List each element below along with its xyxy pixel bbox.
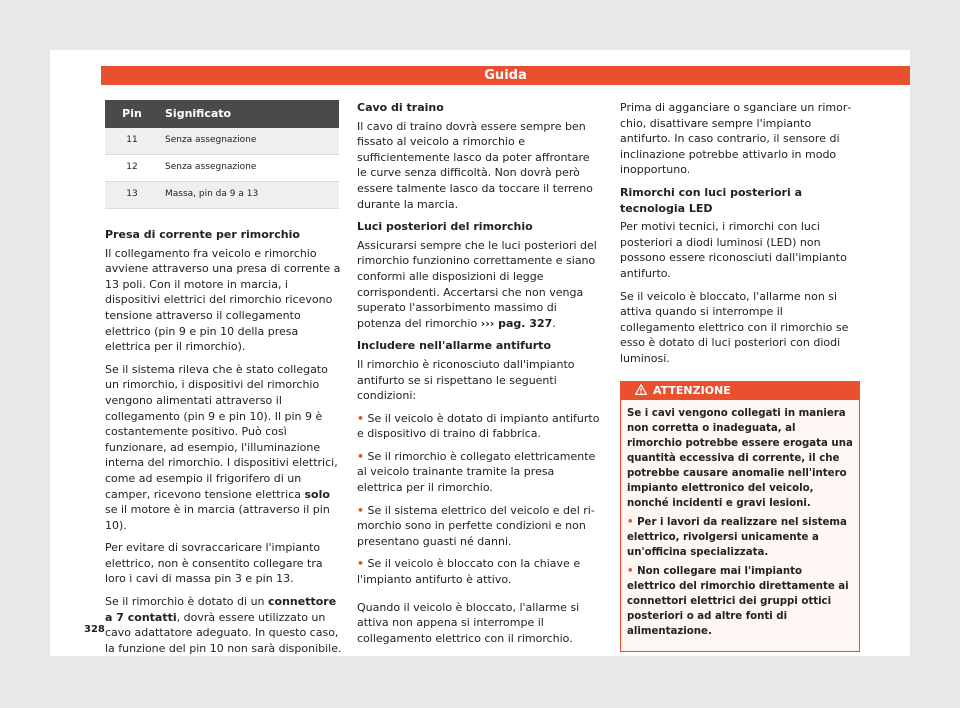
bullet-icon: • <box>357 449 365 463</box>
meaning-header: Significato <box>159 100 339 128</box>
list-item: • Se il veicolo è bloccato con la chiave e l'impianto antifurto è attivo. <box>357 557 581 587</box>
list-item: • Per i lavori da realizzare nel sistema elettrico, rivolgersi unicamente a un'officina specializzata. <box>627 516 847 558</box>
column-right <box>620 100 860 652</box>
warning-box <box>620 381 860 652</box>
paragraph: Il rimorchio è riconosciuto dall'impianto antifurto se si rispettano le seguenti condizioni: <box>357 357 575 403</box>
bullet-icon: • <box>357 503 365 517</box>
section-heading: Cavo di traino <box>357 101 444 114</box>
list-item: • Se il veicolo è dotato di impianto antifurto e dispositivo di traino di fabbrica. <box>357 411 600 441</box>
warning-triangle-icon <box>635 384 647 395</box>
pin-cell: 13 <box>105 182 159 209</box>
paragraph: Prima di agganciare o sganciare un rimorchio, disattivare sempre l'impianto antifurto. In caso contrario, il sensore di inclinazione potrebbe attivarlo in modo inopportuno. <box>620 101 852 177</box>
page-number: 328 <box>84 624 105 635</box>
section-header: Guida <box>101 66 910 85</box>
pin-cell: 12 <box>105 155 159 182</box>
paragraph: Il cavo di traino dovrà essere sempre ben fissato al veicolo a rimorchio e sufficientemente lasco da poter affrontare le curve senza difficoltà. Non dovrà però essere talmente lasco da toccare il terreno durante la marcia. <box>357 119 593 211</box>
bullet-icon: • <box>627 565 634 577</box>
pin-cell: 11 <box>105 128 159 155</box>
bullet-icon: • <box>357 557 365 571</box>
paragraph: Per motivi tecnici, i rimorchi con luci posteriori a diodi luminosi (LED) non possono essere riconosciuti dall'impianto antifurto. <box>620 220 847 280</box>
section-heading: Includere nell'allarme antifurto <box>357 339 551 353</box>
meaning-cell: Senza assegnazione <box>159 155 339 182</box>
warning-header <box>621 382 859 400</box>
list-item: • Se il rimorchio è collegato elettricamente al veicolo trainante tramite la presa elettrica per il rimorchio. <box>357 449 596 495</box>
meaning-cell: Massa, pin da 9 a 13 <box>159 182 339 209</box>
column-middle <box>357 100 601 653</box>
warning-title: ATTENZIONE <box>653 383 731 397</box>
table-row <box>105 182 339 209</box>
bullet-icon: • <box>627 516 634 528</box>
section-heading: Rimorchi con luci posteriori a tecnologia LED <box>620 185 802 215</box>
paragraph: Assicurarsi sempre che le luci posteriori del rimorchio funzionino correttamente e siano conformi alle disposizioni di legge corrispondenti. Accertarsi che non venga superato l'assorbimento massimo di potenza del rimorchio ››› pag. 327. <box>357 238 597 330</box>
pin-header: Pin <box>105 100 159 128</box>
warning-text: Se i cavi vengono collegati in maniera non corretta o inadeguata, al rimorchio potrebbe essere erogata una quantità eccessiva di corrente, il che potrebbe causare anomalie nell'intero impianto elettronico del veicolo, nonché incidenti e gravi lesioni. <box>627 407 853 509</box>
paragraph: Quando il veicolo è bloccato, l'allarme si attiva non appena si interrompe il collegamento elettrico con il rimorchio. <box>357 600 580 645</box>
list-item: • Non collegare mai l'impianto elettrico del rimorchio direttamente ai connettori elettrici dei gruppi ottici posteriori o ad altre fonti di alimentazione. <box>627 565 849 637</box>
paragraph: Se il rimorchio è dotato di un connettore a 7 contatti, dovrà essere utilizzato un cavo adattatore adeguato. In questo caso, la funzione del pin 10 non sarà disponibile. <box>105 595 342 655</box>
table-row <box>105 155 339 182</box>
table-row <box>105 128 339 155</box>
section-heading: Presa di corrente per rimorchio <box>105 228 300 241</box>
paragraph: Se il sistema rileva che è stato collegato un rimorchio, i dispositivi del rimorchio vengono alimentati attraverso il collegamento (pin 9 e pin 10). Il pin 9 è costantemente positivo. Può così funzionare, ad esempio, l'illuminazione interna del rimorchio. I dispositivi elettrici, come ad esempio il frigorifero di un camper, ricevono tensione elettrica solo se il motore è in marcia (attraverso il pin 10). <box>105 362 338 532</box>
bullet-icon: • <box>357 411 365 425</box>
paragraph: Se il veicolo è bloccato, l'allarme non si attiva quando si interrompe il collegamento elettrico con il rimorchio se esso è dotato di luci posteriori con diodi luminosi. <box>620 289 849 365</box>
manual-page <box>50 50 910 656</box>
section-heading: Luci posteriori del rimorchio <box>357 220 533 234</box>
warning-body <box>621 400 859 651</box>
column-left <box>105 100 345 663</box>
list-item: • Se il sistema elettrico del veicolo e del rimorchio sono in perfette condizioni e non presentano guasti né danni. <box>357 503 595 548</box>
paragraph: Il collegamento fra veicolo e rimorchio avviene attraverso una presa di corrente a 13 poli. Con il motore in marcia, i dispositivi elettrici del rimorchio ricevono tensione attraverso il collegamento elettrico (pin 9 e pin 10 della presa elettrica per il rimorchio). <box>105 246 341 354</box>
page-reference-link[interactable]: ››› pag. 327 <box>480 316 553 330</box>
paragraph: Per evitare di sovraccaricare l'impianto elettrico, non è consentito collegare tra loro i cavi di massa pin 3 e pin 13. <box>105 541 323 586</box>
pin-table <box>105 100 339 209</box>
meaning-cell: Senza assegnazione <box>159 128 339 155</box>
